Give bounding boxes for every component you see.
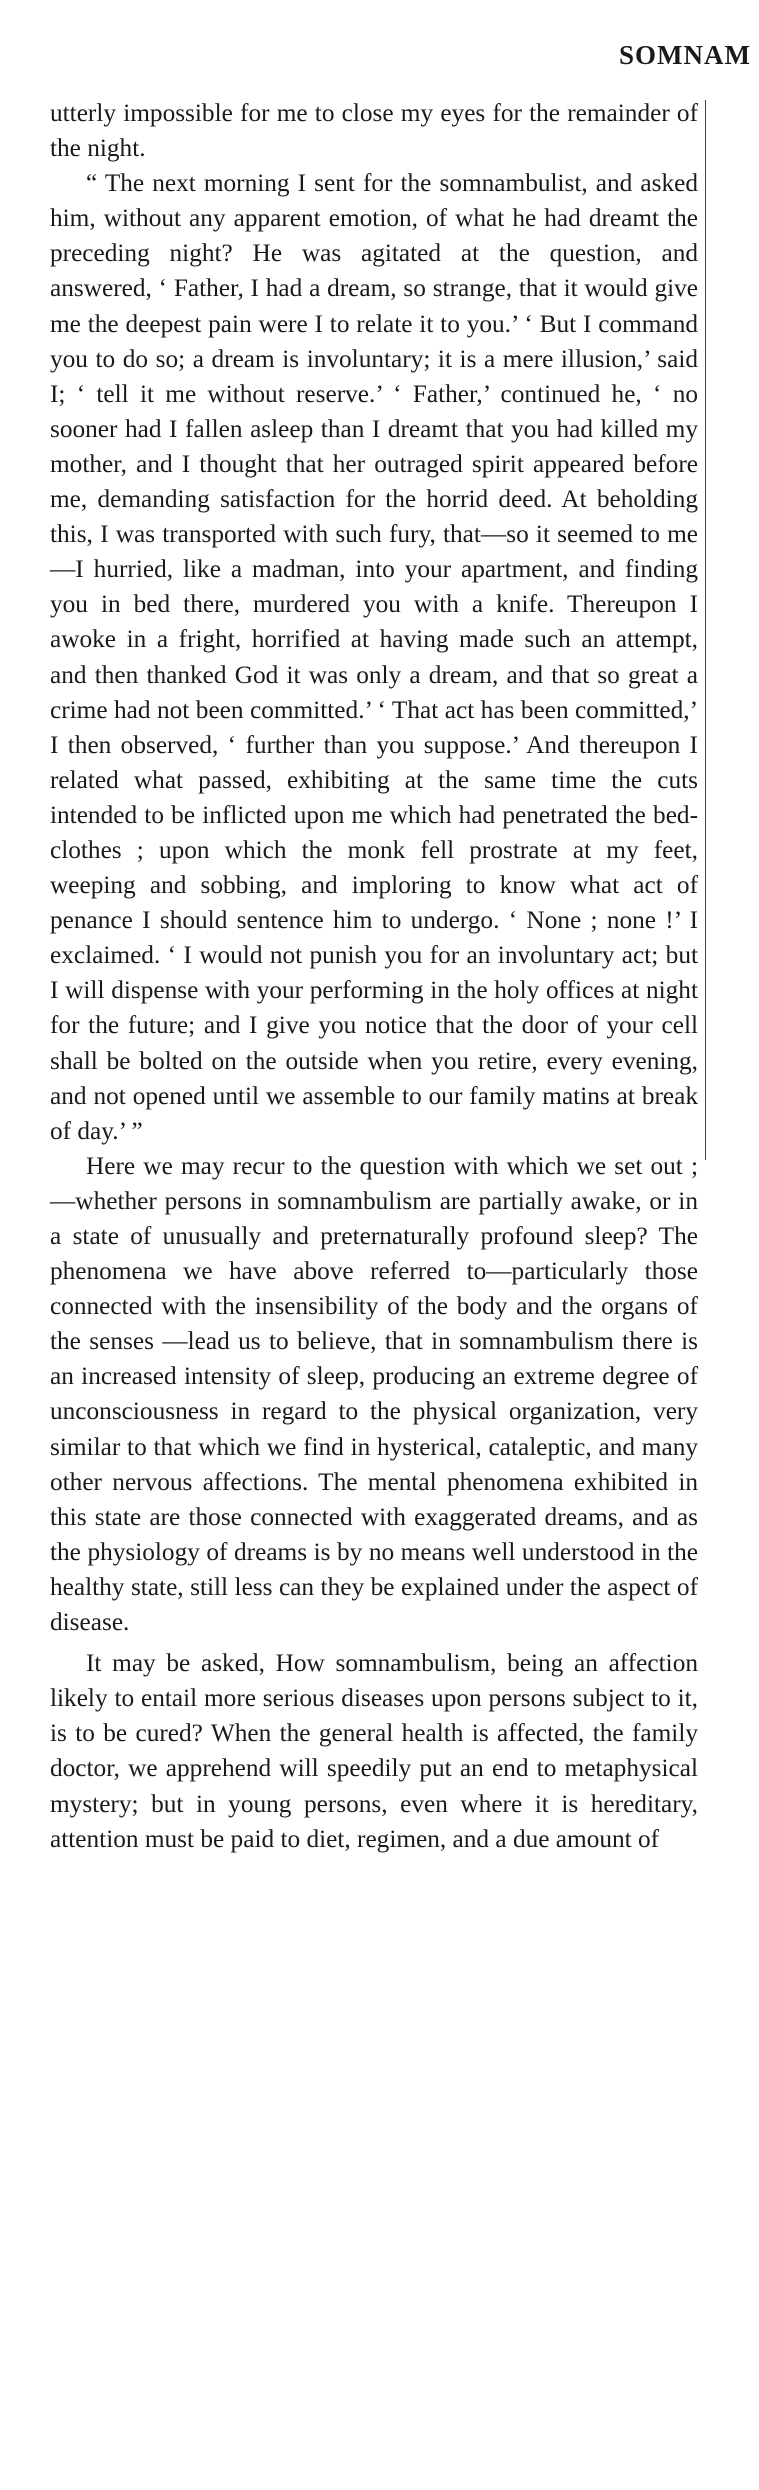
column-rule bbox=[705, 100, 706, 1160]
text-column bbox=[50, 96, 698, 1857]
paragraph-4: It may be asked, How somnambulism, being an affection likely to entail more serious diseases upon persons subject to it, is to be cured? When the general health is affected, the family doctor, we apprehend will speedily put an end to metaphysical mystery; but in young persons, even where it is hereditary, attention must be paid to diet, regimen, and a due amount of bbox=[50, 1649, 698, 1853]
paragraph-1: utterly impossible for me to close my eyes for the remainder of the night. bbox=[50, 99, 698, 163]
paragraph-2: “ The next morning I sent for the somnambulist, and asked him, without any apparent emotion, of what he had dreamt the preceding night? He was agitated at the question, and answered, ‘ Father, I had a dream, so strange, that it would give me the deepest pain were I to relate it to you.’ ‘ But I command you to do so; a dream is involuntary; it is a mere illusion,’ said I; ‘ tell it me without reserve.’ ‘ Father,’ continued he, ‘ no sooner had I fallen asleep than I dreamt that you had killed my mother, and I thought that her outraged spirit appeared before me, demanding satisfaction for the horrid deed. At beholding this, I was transported with such fury, that—so it seemed to me—I hurried, like a madman, into your apartment, and finding you in bed there, murdered you with a knife. Thereupon I awoke in a fright, horrified at having made such an attempt, and then thanked God it was only a dream, and that so great a crime had not been committed.’ ‘ That act has been committed,’ I then observed, ‘ further than you suppose.’ And thereupon I related what passed, exhibiting at the same time the cuts intended to be inflicted upon me which had penetrated the bed-clothes ; upon which the monk fell prostrate at my feet, weeping and sobbing, and imploring to know what act of penance I should sentence him to undergo. ‘ None ; none !’ I exclaimed. ‘ I would not punish you for an involuntary act; but I will dispense with your performing in the holy offices at night for the future; and I give you notice that the door of your cell shall be bolted on the outside when you retire, every evening, and not opened until we assemble to our family matins at break of day.’ ” bbox=[50, 169, 698, 1145]
paragraph-3: Here we may recur to the question with which we set out ;—whether persons in somnambulism are partially awake, or in a state of unusually and preternaturally profound sleep? The phenomena we have above referred to—particularly those connected with the insensibility of the body and the organs of the senses —lead us to believe, that in somnambulism there is an increased intensity of sleep, producing an extreme degree of unconsciousness in regard to the physical organization, very similar to that which we find in hysterical, cataleptic, and many other nervous affections. The mental phenomena exhibited in this state are those connected with exaggerated dreams, and as the physiology of dreams is by no means well understood in the healthy state, still less can they be explained under the aspect of disease. bbox=[50, 1151, 698, 1637]
running-title: SOMNAM bbox=[619, 40, 751, 70]
